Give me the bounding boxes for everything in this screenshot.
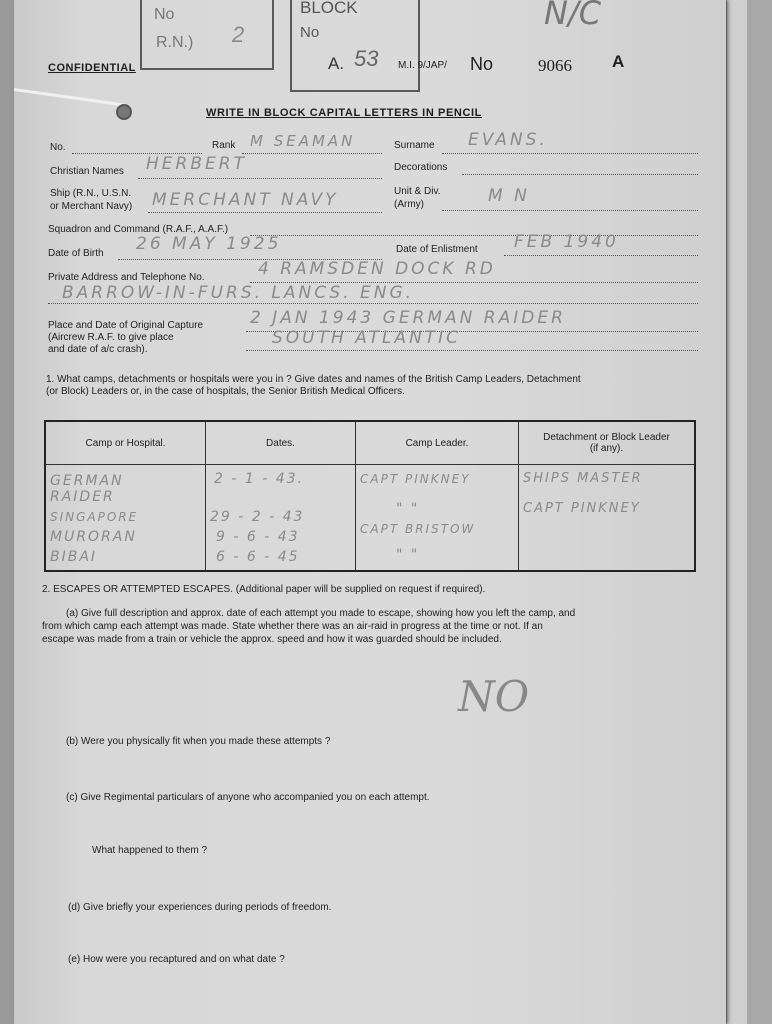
question-1-line-1: 1. What camps, detachments or hospitals were you in ? Give dates and names of the British Camp Leaders, Detachment (46, 374, 581, 385)
enlistment-line (504, 255, 698, 256)
capture-line-2 (246, 350, 698, 351)
ship-value: MERCHANT NAVY (152, 190, 339, 210)
christian-names-label: Christian Names (50, 166, 124, 177)
header-detachment-text: Detachment or Block Leader (if any). (543, 432, 670, 454)
question-2c-followup: What happened to them ? (92, 845, 208, 856)
date-of-birth-value: 26 MAY 1925 (136, 234, 282, 254)
unit-line (442, 210, 698, 211)
leader-entry: CAPT BRISTOW (360, 522, 476, 536)
leader-column (356, 465, 519, 572)
address-label: Private Address and Telephone No. (48, 272, 205, 283)
document-suffix: A (612, 52, 625, 71)
address-value-2: BARROW-IN-FURS. LANCS. ENG. (62, 283, 415, 303)
leader-entry: CAPT PINKNEY (360, 472, 471, 486)
squadron-line (250, 235, 698, 236)
rn-stamp-no: No (154, 6, 175, 23)
number-label: No (470, 54, 494, 74)
date-entry: 29 - 2 - 43 (210, 509, 305, 525)
christian-names-line (138, 178, 382, 179)
header-camp-leader: Camp Leader. (356, 421, 519, 465)
question-2e: (e) How were you recaptured and on what date ? (68, 954, 285, 965)
surname-value: EVANS. (468, 130, 548, 150)
ship-label-2: or Merchant Navy) (50, 201, 133, 212)
unit-label-1: Unit & Div. (394, 186, 441, 197)
rank-value: M SEAMAN (250, 132, 356, 150)
leader-entry: " " (396, 547, 420, 563)
rn-stamp (140, 0, 274, 70)
camp-entry: RAIDER (50, 489, 115, 505)
underlying-page-1 (726, 0, 747, 1024)
block-stamp-letter: A. (328, 54, 345, 73)
header-camp: Camp or Hospital. (45, 421, 206, 465)
question-2d: (d) Give briefly your experiences during periods of freedom. (68, 902, 332, 913)
camp-entry: BIBAI (50, 549, 98, 565)
detachment-entry: SHIPS MASTER (523, 471, 643, 486)
detachment-entry: CAPT PINKNEY (523, 501, 641, 516)
date-entry: 2 - 1 - 43. (214, 471, 304, 487)
leader-entry: " " (396, 501, 420, 517)
corner-mark: N/C (544, 0, 602, 32)
dates-column (206, 465, 356, 572)
unit-value: M N (488, 186, 530, 206)
camps-table (44, 420, 696, 572)
binding-string (14, 88, 125, 107)
camp-column (45, 465, 206, 572)
enlistment-label: Date of Enlistment (396, 244, 478, 255)
handwritten-answer-no: NO (458, 672, 530, 721)
detachment-column (519, 465, 696, 572)
rn-stamp-rn: R.N.) (156, 34, 194, 51)
capture-label-2: (Aircrew R.A.F. to give place (48, 332, 174, 343)
camp-entry: GERMAN (50, 473, 124, 489)
address-value-1: 4 RAMSDEN DOCK RD (258, 259, 496, 279)
block-stamp-title: BLOCK (300, 0, 358, 17)
camp-entry: SINGAPORE (50, 510, 139, 524)
block-stamp-number: 53 (354, 46, 379, 71)
date-entry: 6 - 6 - 45 (216, 549, 300, 565)
surname-label: Surname (394, 140, 435, 151)
capture-value-1: 2 JAN 1943 GERMAN RAIDER (250, 308, 566, 328)
punch-hole (116, 104, 132, 120)
ship-line (148, 212, 382, 213)
christian-names-value: HERBERT (146, 154, 247, 174)
document-number: 9066 (538, 56, 572, 75)
date-of-birth-label: Date of Birth (48, 248, 104, 259)
rank-line (242, 153, 382, 154)
squadron-label: Squadron and Command (R.A.F., A.A.F.) (48, 224, 229, 235)
camp-entry: MURORAN (50, 529, 137, 545)
date-entry: 9 - 6 - 43 (216, 529, 300, 545)
decorations-line (462, 174, 698, 175)
decorations-label: Decorations (394, 162, 448, 173)
block-stamp (290, 0, 420, 92)
question-2a-line-1: (a) Give full description and approx. date of each attempt you made to escape, showing how you left the camp, and (66, 608, 576, 619)
question-2a-line-3: escape was made from a train or vehicle the approx. speed and how it was guarded should be included. (42, 634, 502, 645)
header-detachment (519, 421, 696, 465)
no-label: No. (50, 142, 66, 153)
block-stamp-no: No (300, 24, 320, 41)
address-line-2 (48, 303, 698, 304)
underlying-page-2 (746, 0, 772, 1024)
capture-label-3: and date of a/c crash). (48, 344, 148, 355)
question-2a-line-2: from which camp each attempt was made. State whether there was an air-raid in progress at the time or not. If an (42, 621, 543, 632)
rn-stamp-number: 2 (232, 22, 245, 47)
reference-code: M.I. 9/JAP/ (398, 60, 447, 71)
rank-label: Rank (212, 140, 236, 151)
capture-value-2: SOUTH ATLANTIC (272, 328, 462, 348)
unit-label-2: (Army) (394, 199, 424, 210)
surname-line (442, 153, 698, 154)
left-edge (0, 0, 14, 1024)
header-dates: Dates. (206, 421, 356, 465)
ship-label-1: Ship (R.N., U.S.N. (50, 188, 132, 199)
question-2-title: 2. ESCAPES OR ATTEMPTED ESCAPES. (Additional paper will be supplied on request if required). (42, 584, 486, 595)
question-2c: (c) Give Regimental particulars of anyone who accompanied you on each attempt. (66, 792, 430, 803)
question-2b: (b) Were you physically fit when you made these attempts ? (66, 736, 331, 747)
confidential-label: CONFIDENTIAL (48, 62, 136, 74)
question-1-line-2: (or Block) Leaders or, in the case of hospitals, the Senior British Medical Officers. (46, 386, 405, 397)
enlistment-value: FEB 1940 (514, 232, 619, 252)
capture-label-1: Place and Date of Original Capture (48, 320, 204, 331)
instruction-heading: WRITE IN BLOCK CAPITAL LETTERS IN PENCIL (206, 107, 482, 119)
form-page (14, 0, 726, 1024)
